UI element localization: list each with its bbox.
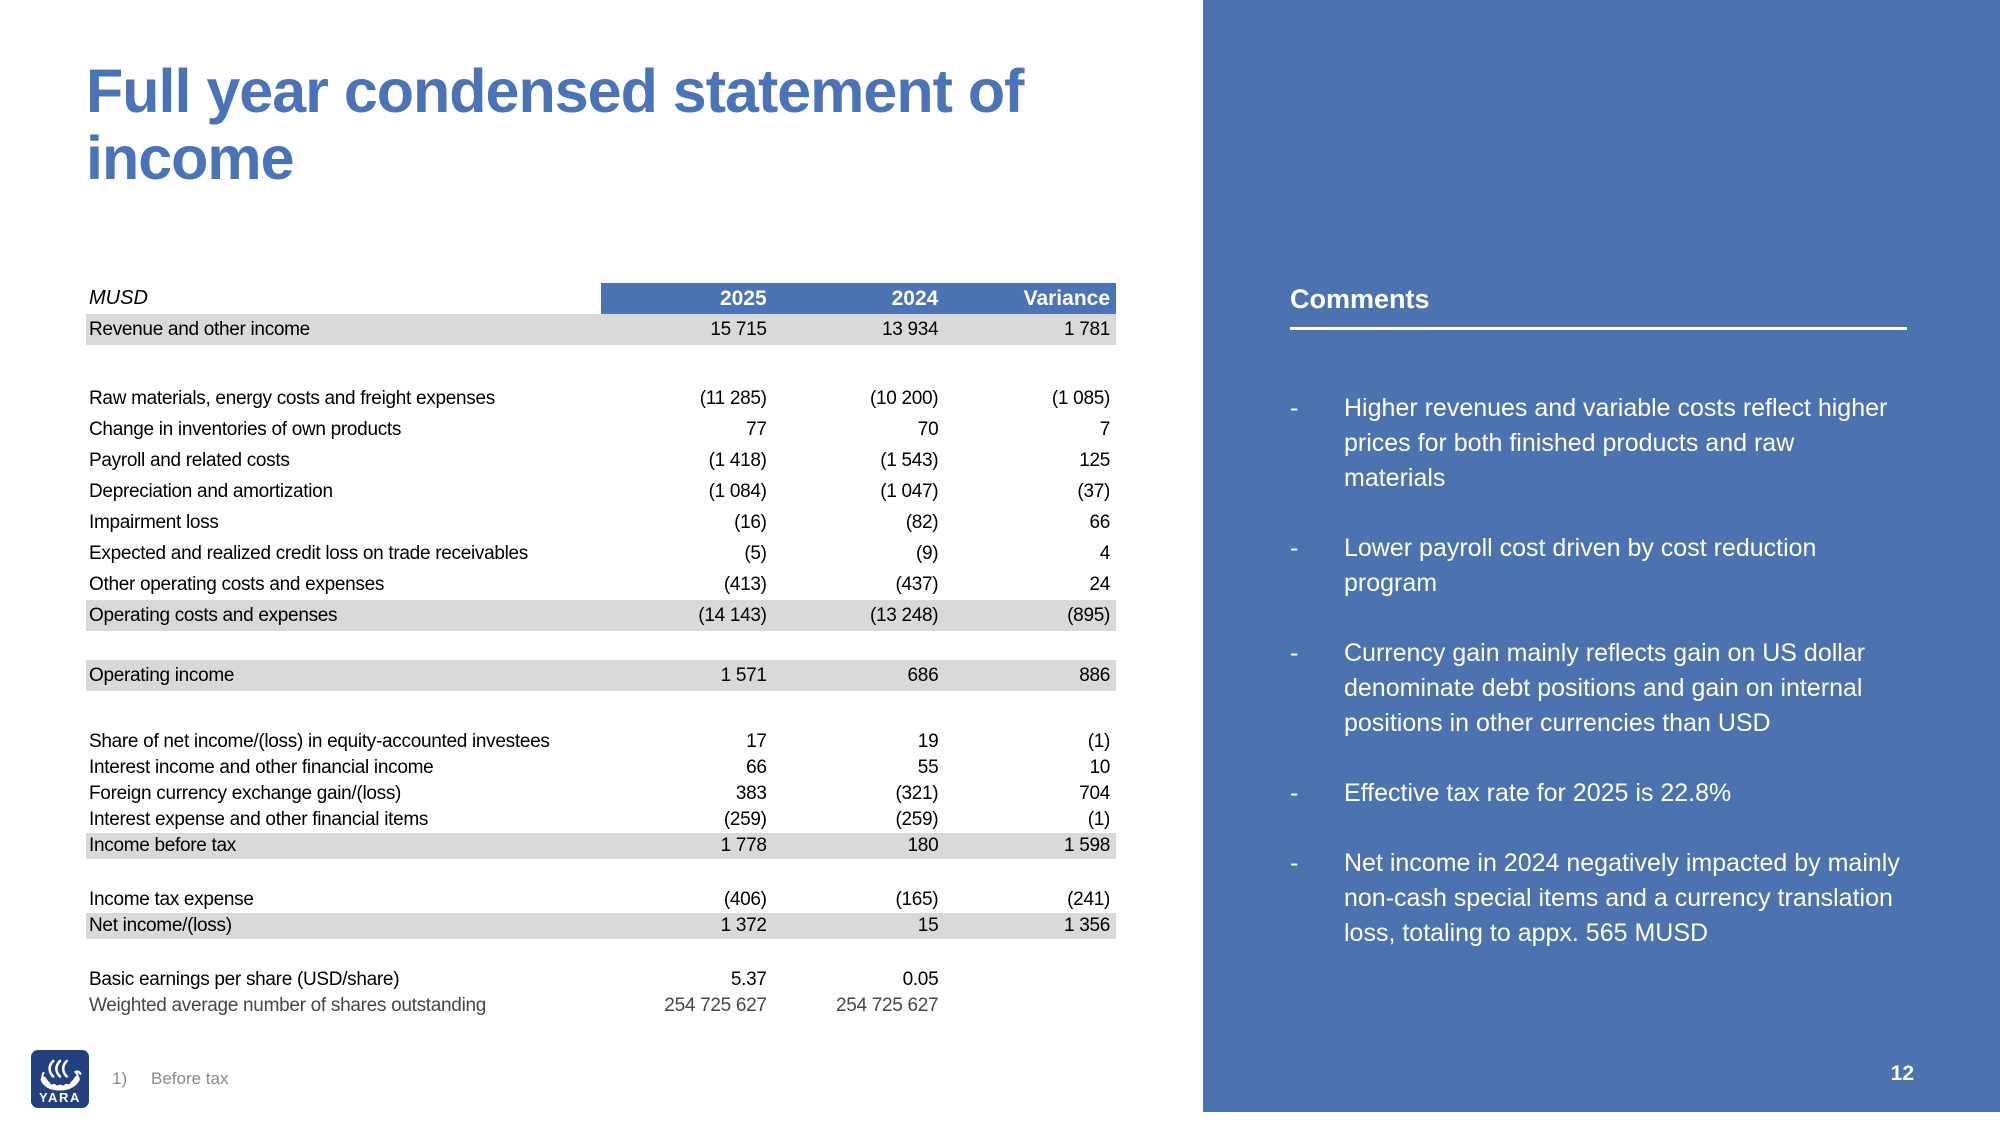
- row-value-variance: 66: [1089, 511, 1111, 533]
- row-value-2025: 15 715: [710, 318, 767, 340]
- row-label: Change in inventories of own products: [89, 418, 402, 440]
- row-value-2025: (14 143): [698, 604, 767, 626]
- row-label: Interest income and other financial income: [89, 757, 434, 778]
- table-row: [86, 383, 1116, 414]
- column-header-variance: Variance: [944, 283, 1116, 314]
- row-value-variance: 4: [1099, 542, 1111, 564]
- row-value-2024: 13 934: [882, 318, 939, 340]
- unit-label: MUSD: [89, 287, 148, 309]
- row-label: Raw materials, energy costs and freight expenses: [89, 387, 495, 409]
- row-value-2025: 1 372: [720, 915, 767, 936]
- row-label: Net income/(loss): [89, 915, 232, 936]
- row-label: Impairment loss: [89, 511, 219, 533]
- row-value-2025: (11 285): [699, 387, 767, 409]
- column-header-2024: 2024: [773, 283, 945, 314]
- row-label: Income before tax: [89, 835, 236, 856]
- row-label: Foreign currency exchange gain/(loss): [89, 783, 402, 804]
- income-statement-table: [86, 283, 1116, 1019]
- row-value-2024: (1 047): [880, 480, 939, 502]
- row-value-variance: (1): [1087, 809, 1111, 830]
- row-value-2025: (259): [723, 809, 767, 830]
- row-value-2024: (437): [895, 573, 939, 595]
- table-spacer: [86, 859, 1116, 887]
- table-row: [86, 807, 1116, 833]
- viking-ship-icon: [38, 1059, 82, 1091]
- row-value-2025: (5): [744, 542, 767, 564]
- bullet-text: Effective tax rate for 2025 is 22.8%: [1344, 779, 1732, 807]
- table-row: [86, 414, 1116, 445]
- table-row: [86, 887, 1116, 913]
- comments-heading: Comments: [1290, 284, 1430, 314]
- table-row: [86, 755, 1116, 781]
- row-value-variance: 1 356: [1063, 915, 1111, 936]
- bullet-dash: -: [1290, 849, 1299, 877]
- row-value-2024: 0.05: [902, 969, 939, 990]
- row-value-2025: 17: [746, 731, 767, 752]
- row-value-2024: 686: [907, 664, 939, 686]
- row-label: Operating costs and expenses: [89, 604, 338, 626]
- row-value-variance: 125: [1079, 449, 1111, 471]
- table-row: [86, 569, 1116, 600]
- row-value-2025: 5.37: [730, 969, 767, 990]
- logo-wordmark: YARA: [38, 1090, 82, 1105]
- row-value-variance: (37): [1077, 480, 1111, 502]
- row-value-2024: 15: [917, 915, 939, 936]
- row-value-variance: 7: [1099, 418, 1111, 440]
- row-value-2024: (82): [905, 511, 939, 533]
- table-row: [86, 729, 1116, 755]
- row-value-variance: 886: [1079, 664, 1111, 686]
- table-row: [86, 993, 1116, 1019]
- bullet-text: Net income in 2024 negatively impacted by mainly non-cash special items and a currency translation loss, totaling to appx. 565 MUSD: [1344, 849, 1900, 947]
- row-value-variance: (1 085): [1051, 387, 1111, 409]
- row-label: Weighted average number of shares outstanding: [89, 995, 487, 1016]
- row-value-variance: 24: [1089, 573, 1111, 595]
- table-row: [86, 445, 1116, 476]
- row-value-2025: (16): [734, 511, 767, 533]
- table-row: [86, 476, 1116, 507]
- table-header-row: [86, 283, 1116, 314]
- row-value-2024: 180: [907, 835, 939, 856]
- table-row: [86, 833, 1116, 859]
- row-value-variance: 704: [1079, 783, 1111, 804]
- table-row: [86, 507, 1116, 538]
- row-value-variance: (241): [1067, 889, 1111, 910]
- bullet-dash: -: [1290, 534, 1299, 562]
- bullet-dash: -: [1290, 639, 1299, 667]
- row-value-2025: 77: [746, 418, 767, 440]
- row-value-variance: 1 598: [1063, 835, 1111, 856]
- row-value-2024: (1 543): [880, 449, 939, 471]
- comments-list: [1290, 391, 1902, 986]
- table-spacer: [86, 691, 1116, 729]
- row-value-2025: (1 418): [708, 449, 767, 471]
- row-value-2024: 70: [917, 418, 939, 440]
- row-label: Revenue and other income: [89, 318, 310, 340]
- row-label: Income tax expense: [89, 889, 254, 910]
- row-value-2024: (165): [895, 889, 939, 910]
- row-label: Operating income: [89, 664, 235, 686]
- row-value-2025: 1 778: [720, 835, 767, 856]
- row-label: Basic earnings per share (USD/share): [89, 969, 400, 990]
- row-value-variance: 10: [1089, 757, 1111, 778]
- row-value-2025: 1 571: [720, 664, 767, 686]
- row-value-2025: (1 084): [708, 480, 767, 502]
- comments-panel: [1203, 0, 2000, 1112]
- table-row: [86, 660, 1116, 691]
- row-value-2025: (413): [723, 573, 767, 595]
- footnote: [112, 1069, 229, 1089]
- row-value-2024: 19: [917, 731, 939, 752]
- row-value-2024: (9): [916, 542, 939, 564]
- bullet-dash: -: [1290, 779, 1299, 807]
- row-value-2025: 254 725 627: [664, 995, 767, 1016]
- column-header-2025: 2025: [601, 283, 773, 314]
- table-body: [86, 314, 1116, 1019]
- row-label: Depreciation and amortization: [89, 480, 333, 502]
- table-spacer: [86, 939, 1116, 967]
- row-value-2024: (321): [895, 783, 939, 804]
- row-label: Share of net income/(loss) in equity-accounted investees: [89, 731, 550, 752]
- row-value-2025: (406): [723, 889, 767, 910]
- comments-underline: [1290, 327, 1907, 330]
- comment-bullet: [1290, 391, 1902, 496]
- row-label: Other operating costs and expenses: [89, 573, 385, 595]
- row-value-2025: 383: [735, 783, 767, 804]
- row-value-2024: (259): [895, 809, 939, 830]
- row-label: Interest expense and other financial items: [89, 809, 429, 830]
- row-value-2024: (10 200): [869, 387, 939, 409]
- comment-bullet: [1290, 776, 1902, 811]
- bullet-text: Higher revenues and variable costs reflect higher prices for both finished products and raw materials: [1344, 394, 1888, 492]
- row-value-2024: (13 248): [869, 604, 939, 626]
- bullet-text: Lower payroll cost driven by cost reduction program: [1344, 534, 1817, 597]
- comment-bullet: [1290, 846, 1902, 951]
- footnote-text: Before tax: [151, 1069, 229, 1088]
- comment-bullet: [1290, 531, 1902, 601]
- row-label: Payroll and related costs: [89, 449, 290, 471]
- comment-bullet: [1290, 636, 1902, 741]
- row-value-2024: 55: [917, 757, 939, 778]
- table-row: [86, 538, 1116, 569]
- bullet-dash: -: [1290, 394, 1299, 422]
- page-number: 12: [1890, 1062, 1914, 1085]
- row-value-variance: (1): [1087, 731, 1111, 752]
- yara-logo: [31, 1050, 89, 1108]
- bullet-text: Currency gain mainly reflects gain on US dollar denominate debt positions and gain on internal positions in other currencies than USD: [1344, 639, 1866, 737]
- table-row: [86, 913, 1116, 939]
- row-label: Expected and realized credit loss on trade receivables: [89, 542, 529, 564]
- table-row: [86, 781, 1116, 807]
- table-row: [86, 967, 1116, 993]
- table-row: [86, 314, 1116, 345]
- row-value-2024: 254 725 627: [835, 995, 939, 1016]
- footnote-marker: 1): [112, 1069, 128, 1088]
- row-value-variance: (895): [1067, 604, 1111, 626]
- row-value-variance: 1 781: [1063, 318, 1111, 340]
- table-spacer: [86, 345, 1116, 383]
- table-spacer: [86, 631, 1116, 660]
- table-row: [86, 600, 1116, 631]
- row-value-2025: 66: [746, 757, 767, 778]
- page-title: Full year condensed statement of income: [86, 57, 1024, 193]
